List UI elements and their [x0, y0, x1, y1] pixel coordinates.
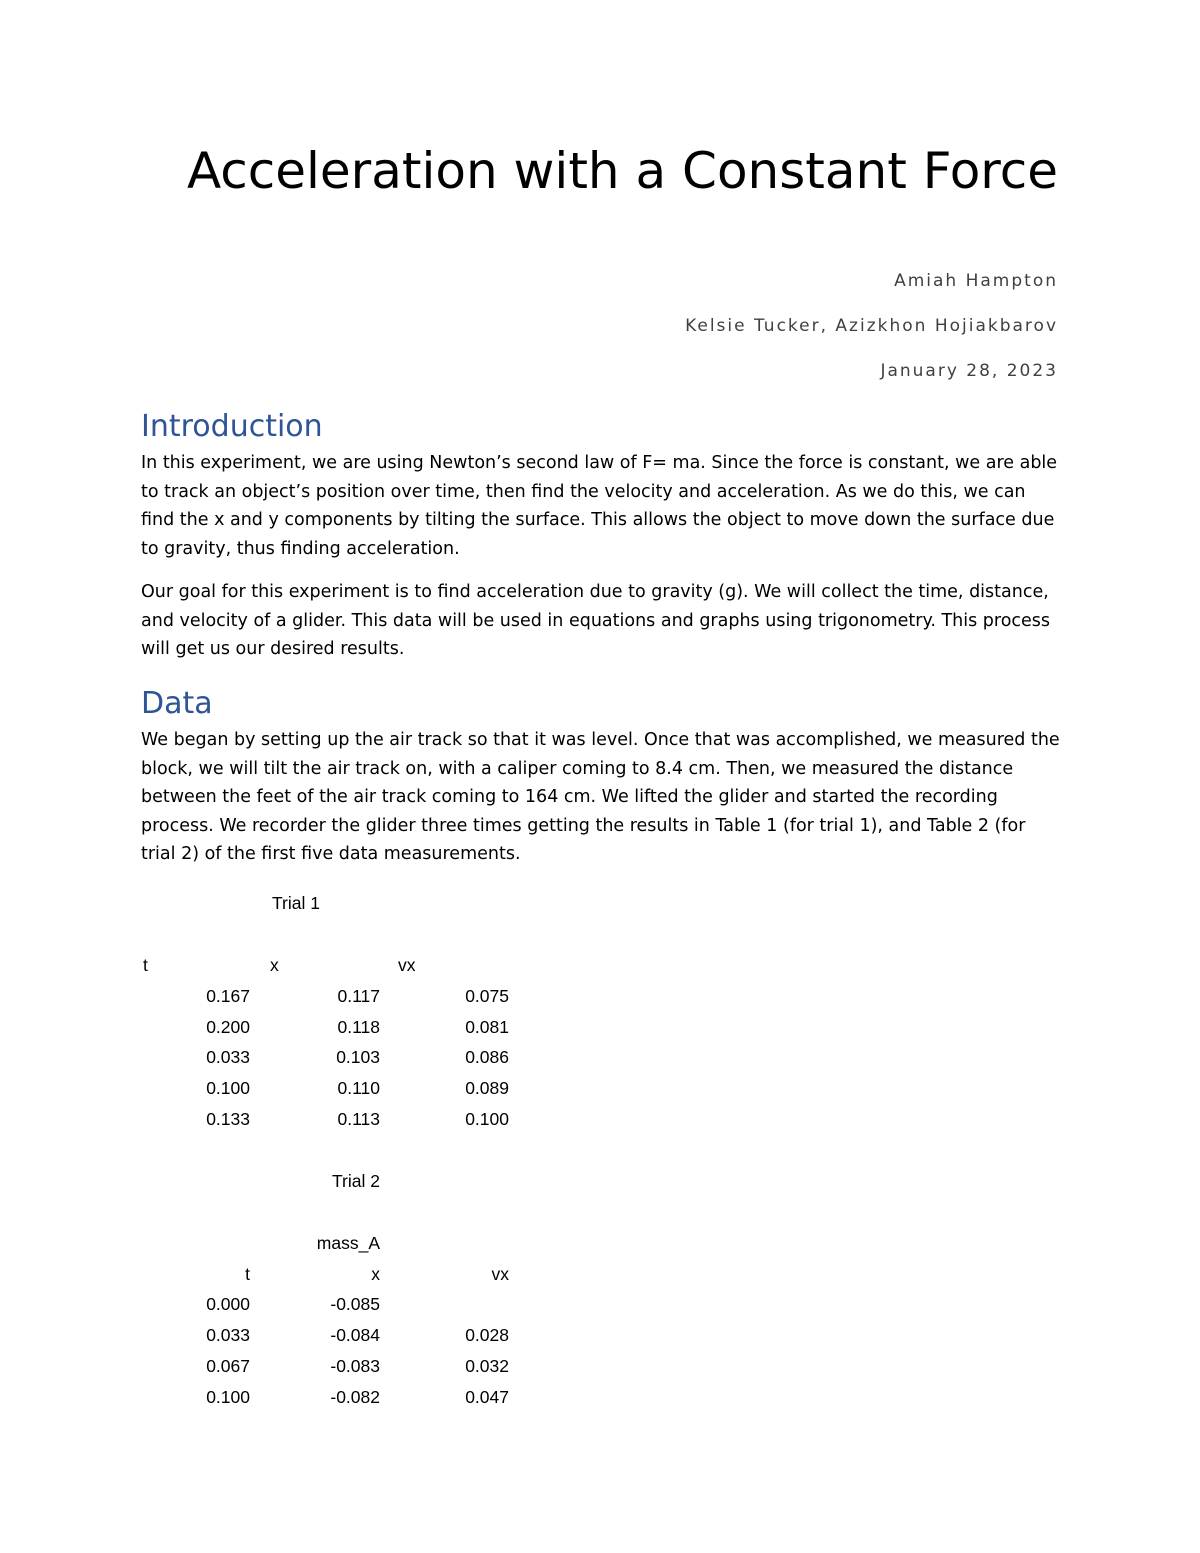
- introduction-paragraph-1: In this experiment, we are using Newton’s second law of F= ma. Since the force is constant, we are able to track an object’s position over time, then find the velocity and acceleration. As we do this, we can find the x and y components by tilting the surface. This allows the object to move down the surface due to gravity, thus finding acceleration.: [141, 453, 1058, 559]
- table-cell: 0.118: [337, 1017, 380, 1037]
- trial-1-header-t: t: [143, 955, 148, 975]
- table-cell: -0.085: [330, 1294, 380, 1314]
- table-cell: 0.081: [465, 1017, 509, 1037]
- table-cell: 0.100: [206, 1387, 250, 1407]
- table-cell: 0.133: [206, 1109, 250, 1129]
- table-cell: 0.113: [337, 1109, 380, 1129]
- lab-partners: Kelsie Tucker, Azizkhon Hojiakbarov: [685, 316, 1058, 336]
- table-cell: -0.082: [330, 1387, 380, 1407]
- introduction-paragraph-2: Our goal for this experiment is to find acceleration due to gravity (g). We will collect the time, distance, and velocity of a glider. This data will be used in equations and graphs using trigonometry. This process will get us our desired results.: [141, 582, 1051, 659]
- table-cell: 0.086: [465, 1047, 509, 1067]
- table-cell: 0.075: [465, 986, 509, 1006]
- table-cell: 0.200: [206, 1017, 250, 1037]
- trial-1-header-x: x: [270, 955, 279, 975]
- table-cell: 0.167: [206, 986, 250, 1006]
- trial-2-header-vx: vx: [491, 1264, 509, 1284]
- author-name: Amiah Hampton: [894, 271, 1058, 291]
- table-cell: 0.000: [206, 1294, 250, 1314]
- trial-2-header-x: x: [371, 1264, 380, 1284]
- data-heading: Data: [141, 686, 213, 721]
- document-title: Acceleration with a Constant Force: [186, 142, 1058, 200]
- table-cell: 0.028: [465, 1325, 509, 1345]
- data-paragraph: We began by setting up the air track so that it was level. Once that was accomplished, we measured the block, we will tilt the air track on, with a caliper coming to 8.4 cm. Then, we measured the distance between the feet of the air track coming to 164 cm. We lifted the glider and started the recording process. We recorder the glider three times getting the results in Table 1 (for trial 1), and Table 2 (for trial 2) of the first five data measurements.: [141, 730, 1060, 864]
- table-cell: 0.103: [336, 1047, 380, 1067]
- table-cell: 0.047: [465, 1387, 509, 1407]
- table-cell: 0.033: [206, 1047, 250, 1067]
- table-cell: 0.100: [206, 1078, 250, 1098]
- table-cell: 0.033: [206, 1325, 250, 1345]
- trial-1-title: Trial 1: [272, 893, 320, 913]
- table-cell: 0.032: [465, 1356, 509, 1376]
- trial-2-header-t: t: [245, 1264, 250, 1284]
- trial-1-header-vx: vx: [398, 955, 416, 975]
- table-cell: 0.110: [337, 1078, 380, 1098]
- table-cell: 0.117: [337, 986, 380, 1006]
- table-cell: 0.100: [465, 1109, 509, 1129]
- introduction-heading: Introduction: [141, 409, 323, 444]
- trial-2-title: Trial 2: [332, 1171, 380, 1191]
- table-cell: 0.067: [206, 1356, 250, 1376]
- table-cell: -0.084: [330, 1325, 380, 1345]
- table-cell: 0.089: [465, 1078, 509, 1098]
- trial-2-subtitle: mass_A: [316, 1233, 380, 1253]
- report-date: January 28, 2023: [880, 361, 1058, 381]
- table-cell: -0.083: [330, 1356, 380, 1376]
